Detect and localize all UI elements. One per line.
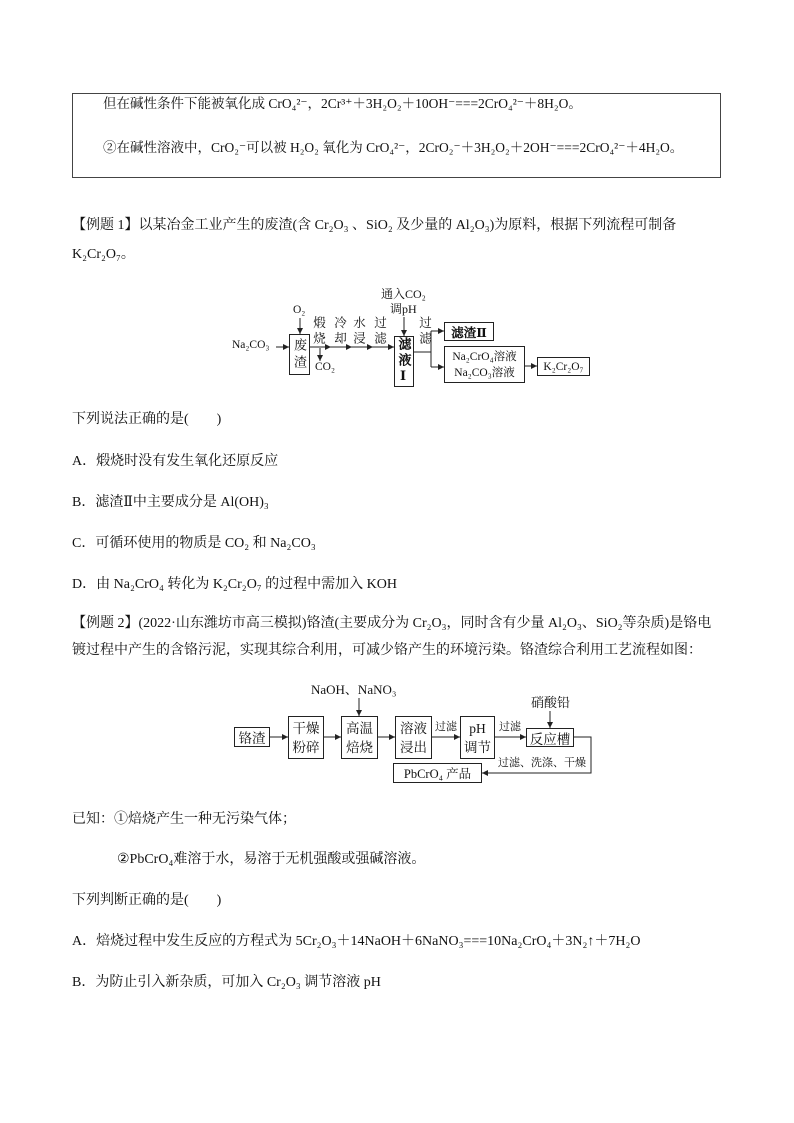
example1-option-d [72, 575, 721, 595]
box-label: 滤渣Ⅱ [451, 325, 487, 340]
flow2-filter-label-1: 过滤 [435, 721, 457, 733]
box-label: 反应槽 [529, 731, 571, 747]
box-line: Na₂CO₃溶液 [454, 366, 515, 379]
flow2-box-product [393, 763, 482, 783]
example2-intro-line-1: 【例题 2】(2022·山东潍坊市高三模拟)铬渣(主要成分为 Cr₂O₃，同时含有少量 Al₂O₃、SiO₂等杂质)是铬电 [72, 616, 712, 631]
example1-question: 下列说法正确的是( ) [72, 412, 222, 427]
box-label: PbCrO₄ 产品 [403, 767, 472, 781]
box-label: 废渣 [292, 337, 307, 372]
box-line: Na₂CrO₄溶液 [452, 350, 517, 363]
option-text: 焙烧过程中发生反应的方程式为 5Cr₂O₃＋14NaOH＋6NaNO₃===10Na₂CrO₄＋3N₂↑＋7H₂O [96, 934, 641, 949]
box-line: 粉碎 [292, 739, 320, 755]
flow1-step-calcine: 煅烧 [311, 316, 326, 347]
option-text: 可循环使用的物质是 CO₂ 和 Na₂CO₃ [95, 536, 316, 551]
flow1-box-product [537, 357, 590, 376]
option-text: 滤渣Ⅱ中主要成分是 Al(OH)₃ [95, 495, 269, 510]
flow1-reagent-line-1: 通入CO₂ [381, 287, 426, 301]
box-line: 干燥 [292, 720, 320, 736]
example1-option-a [72, 452, 721, 472]
flow2-box-reactor [526, 728, 574, 747]
flow1-step-leach: 水浸 [351, 316, 366, 347]
flow2-filter-label-2: 过滤 [499, 721, 521, 733]
example2-known-line-2: ②PbCrO₄难溶于水，易溶于无机强酸或强碱溶液。 [117, 852, 426, 867]
option-label: A． [72, 454, 97, 469]
option-text: 为防止引入新杂质，可加入 Cr₂O₃ 调节溶液 pH [95, 975, 381, 990]
box-line: 调节 [464, 739, 491, 755]
box-label: 铬渣 [238, 731, 266, 746]
flow2-box-roast [341, 716, 378, 759]
option-label: A． [72, 934, 97, 949]
note-line-1: 但在碱性条件下能被氧化成 CrO₄²⁻，2Cr³⁺＋3H₂O₂＋10OH⁻===2CrO₄²⁻＋8H₂O。 [103, 96, 582, 111]
flow2-box-chromium-slag [234, 727, 270, 747]
example2-option-b [72, 973, 721, 993]
option-label: D． [72, 577, 97, 592]
example1-option-b [72, 493, 721, 513]
example2-question: 下列判断正确的是( ) [72, 893, 222, 908]
flow1-step-cool: 冷却 [332, 316, 347, 347]
flow2-reactor-reagent: 硝酸铅 [531, 695, 571, 710]
flow1-box-filtrate [394, 336, 414, 387]
example1-intro-line-1: 【例题 1】以某冶金工业产生的废渣(含 Cr₂O₃ 、SiO₂ 及少量的 Al₂O₃)为原料，根据下列流程可制备 [72, 218, 677, 233]
note-box [72, 93, 721, 178]
flow1-step-filter: 过滤 [372, 316, 387, 347]
option-label: B． [72, 495, 96, 510]
box-label: 滤液Ⅰ [396, 336, 412, 387]
box-line: 焙烧 [346, 739, 373, 755]
option-label: C． [72, 536, 96, 551]
flow1-reagent-line-2: 调pH [390, 302, 417, 316]
flow2-loop-label: 过滤、洗涤、干燥 [498, 757, 586, 769]
flow2-box-leach [395, 716, 432, 759]
box-line: 溶液 [400, 720, 427, 736]
flow1-box-waste-slag [289, 334, 310, 375]
flow1-feed: Na₂CO₃ [232, 339, 270, 351]
example2-intro-line-2: 镀过程中产生的含铬污泥，实现其综合利用，可减少铬产生的环境污染。铬渣综合利用工艺流程如图： [72, 643, 702, 658]
flow2-box-ph-adjust [460, 716, 495, 759]
flow1-split-label: 过滤 [417, 316, 432, 347]
flow1-input-o2: O₂ [293, 304, 306, 316]
box-line: 浸出 [400, 739, 427, 755]
box-line: pH [469, 720, 486, 736]
option-text: 由 Na₂CrO₄ 转化为 K₂Cr₂O₇ 的过程中需加入 KOH [96, 577, 398, 592]
example1-intro-line-2: K₂Cr₂O₇。 [72, 247, 135, 262]
flow1-gas-out: CO₂ [315, 361, 335, 373]
example2-known-line-1: 已知：①焙烧产生一种无污染气体； [72, 812, 296, 827]
example1-option-c [72, 534, 721, 554]
flow1-box-residue [444, 322, 494, 341]
box-line: 高温 [346, 720, 373, 736]
note-line-2: ②在碱性溶液中，CrO₂⁻可以被 H₂O₂ 氧化为 CrO₄²⁻，2CrO₂⁻＋3H₂O₂＋2OH⁻===2CrO₄²⁻＋4H₂O。 [103, 140, 684, 155]
option-label: B． [72, 975, 96, 990]
box-label: K₂Cr₂O₇ [543, 360, 584, 373]
flow2-box-dry-crush [288, 716, 324, 759]
example2-option-a [72, 932, 721, 952]
flow1-box-solution [444, 346, 525, 383]
flow2-reagent-top: NaOH、NaNO₃ [311, 682, 397, 697]
option-text: 煅烧时没有发生氧化还原反应 [96, 454, 279, 469]
